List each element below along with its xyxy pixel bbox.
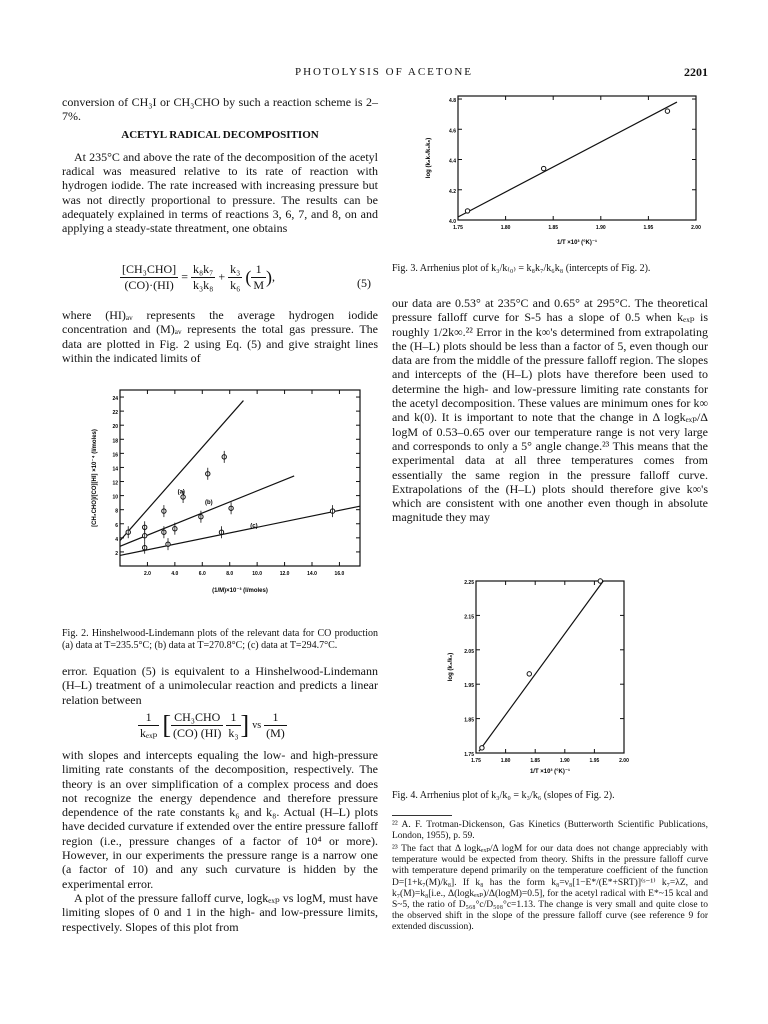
plot-frame <box>476 581 624 753</box>
eqA-den: (CO) (HI) <box>173 726 222 740</box>
data-point <box>465 209 469 213</box>
series-label: (c) <box>250 523 258 530</box>
series-label: (b) <box>205 500 213 507</box>
y-tick-label: 4.0 <box>449 219 456 225</box>
data-point <box>665 109 669 113</box>
running-title: PHOTOLYSIS OF ACETONE <box>294 66 473 78</box>
series-label: (a) <box>177 489 185 496</box>
eqA-vs: vs <box>252 720 262 731</box>
x-axis-label: (1/M)×10⁻³ (l/moles) <box>212 588 268 594</box>
y-tick-label: 6 <box>115 522 118 529</box>
equation-5: $\frac{\text{[CH₃CHO]}}{(CO)\cdot(HI)}$ = $\frac{\text{k₈k₇}}{\text{k₃k₈}}$ + $\frac{\text{k₃}}{\text{k₆}}$ ( $\frac{1}{M}$ ), <box>122 262 275 292</box>
eq5-lhs-den: (CO)·(HI) <box>124 278 174 292</box>
footnote-rule <box>392 815 452 816</box>
x-tick-label: 1.90 <box>595 225 606 231</box>
page-number: 2201 <box>684 65 708 79</box>
left-column-top <box>62 95 378 236</box>
y-tick-label: 4 <box>115 536 118 543</box>
eq5-term1-den: k₃k₈ <box>192 278 214 292</box>
plot-frame <box>120 390 360 566</box>
y-tick-label: 4.8 <box>449 98 456 105</box>
left-column-bottom <box>62 748 378 934</box>
running-header <box>0 66 768 82</box>
y-tick-label: 4.6 <box>449 128 456 135</box>
right-column-text <box>392 296 708 525</box>
data-point <box>480 746 484 750</box>
eq5-paren-den: M <box>253 278 264 292</box>
x-tick-label: 1.85 <box>548 225 559 231</box>
eqA-rnum: 1 <box>264 710 287 726</box>
x-tick-label: 8.0 <box>226 571 234 577</box>
footnote-23: ²³ The fact that Δ logkₑₓₚ/Δ logM for our data does not change appreciably with temperature would be expected from theory. Shifts in the pressure falloff curve with temperature depend primarily on the temperature coefficient of the function D=[1+k₇(M)/k₈]. If k₈ has the form k₈=ν₈[1−E*/(E*+SRT)]⁽ˢ⁻¹⁾ k₇=λZ, and k₇(M)=k₈[i.e., Δ(logkₑₓₚ)/Δ(logM)=0.5], for the acetyl radical with E*~15 kcal and S~5, the ratio of D₅₆₈°c/D₅₀₈°c=1.13. The change is very small and quite close to the observed shift in the slope of the pressure falloff curve (see reference 9 for extended discussion). <box>392 844 708 933</box>
right-paragraph-1: our data are 0.53° at 235°C and 0.65° at 295°C. The theoretical pressure falloff curve for S-5 has a slope of 0.5 when kₑₓₚ is roughly 1/2k∞.²² Error in the k∞'s determined from extrapolating the (H–L) plots should be less than a factor of 5, even though our data are from the middle of the pressure falloff region. The slopes and intercepts of the (H–L) plots have therefore been used to determine the high- and low-pressure limiting rate constants for the acetyl decomposition. These values are minimum ones for k∞ and k(0). It is important to note that the change in Δ logkₑₓₚ/Δ logM of 0.53–0.65 over our temperature range is not very large and corresponds to only a 5° angle change.²³ This means that the experimental data at all three temperatures comes from essentially the same region in the pressure falloff curve. Extrapolations of the (H–L) plots should therefore give k∞'s which are consistent with one another even though in absolute magnitude they may <box>392 296 708 525</box>
eqA-kexp: kₑₓₚ <box>140 726 158 740</box>
y-axis-label: [CH₃CHO]/[CO][HI] ×10⁻⁴ (l/moles) <box>92 429 98 527</box>
y-tick-label: 4.4 <box>449 158 456 165</box>
x-tick-label: 14.0 <box>307 571 317 577</box>
footnote-22: ²² A. F. Trotman-Dickenson, Gas Kinetics (Butterworth Scientific Publications, London, 1955), p. 59. <box>392 820 708 842</box>
x-tick-label: 12.0 <box>279 571 290 577</box>
eq5-term1-num: k₈k₇ <box>192 262 214 276</box>
series-line <box>479 581 603 751</box>
x-axis-label: 1/T ×10³ (°K)⁻¹ <box>556 240 598 246</box>
y-tick-label: 10 <box>112 494 118 501</box>
eq5-term2-num: k₃ <box>230 262 241 276</box>
series-line <box>120 401 243 541</box>
x-tick-label: 6.0 <box>198 571 206 577</box>
paragraph-5: A plot of the pressure falloff curve, logkₑₓₚ vs logM, must have limiting slopes of 0 and 1 in the high- and low-pressure limits, respectively. Slopes of this plot from <box>62 890 378 934</box>
left-column-lower <box>62 664 378 707</box>
x-tick-label: 10.0 <box>252 571 263 577</box>
y-tick-label: 14 <box>112 466 118 473</box>
figure-2-caption: Fig. 2. Hinshelwood-Lindemann plots of the relevant data for CO production (a) data at T=235.5°C; (b) data at T=270.8°C; (c) data at T=294.7°C. <box>62 628 378 651</box>
series-line <box>120 506 360 555</box>
y-tick-label: 22 <box>112 410 118 417</box>
figure-2-chart <box>68 384 368 602</box>
y-tick-label: 4.2 <box>449 188 456 195</box>
y-axis-label: log (k₃/k₀) <box>448 652 454 682</box>
eqA-num: CH₃CHO <box>171 710 223 726</box>
x-tick-label: 1.95 <box>643 225 654 231</box>
eqA-one2: 1 <box>226 710 240 726</box>
y-tick-label: 18 <box>112 438 118 445</box>
y-tick-label: 2.15 <box>464 614 474 621</box>
paragraph-4: with slopes and intercepts equaling the low- and high-pressure limiting rate constants of the decomposition, respectively. The theory is an over simplification of a complex process and does not recognize the energy dependence and therefore pressure dependence of the rate constants k₆ and k₈. Actual (H–L) plots have decided curvature if extended over the entire pressure falloff region (i.e., pressure changes of a factor of 10⁴ or more). However, in our experiments the pressure range is a narrow one (a factor of 10) and any such curvature is hidden by the experimental error. <box>62 748 378 891</box>
eq5-term2-den: k₆ <box>230 278 241 292</box>
x-tick-label: 1.95 <box>589 758 600 764</box>
y-tick-label: 24 <box>112 396 118 403</box>
data-point <box>541 166 545 170</box>
eq5-paren-num: 1 <box>251 262 266 278</box>
figure-4-caption: Fig. 4. Arrhenius plot of k₃/k₀ = k₃/k₆ (slopes of Fig. 2). <box>392 790 615 801</box>
y-tick-label: 2 <box>115 550 118 557</box>
series-line <box>458 102 677 217</box>
y-tick-label: 20 <box>112 424 118 431</box>
paragraph-2: where (HI)ₐᵥ represents the average hydrogen iodide concentration and (M)ₐᵥ represents the total gas pressure. The data are plotted in Fig. 2 using Eq. (5) and give straight lines within the indicated limits of <box>62 308 378 365</box>
eqA-rden: (M) <box>266 726 285 740</box>
paragraph-3: error. Equation (5) is equivalent to a Hinshelwood-Lindemann (H–L) treatment of a unimolecular reaction and predicts a linear relation between <box>62 664 378 707</box>
eq5-lhs-num: [CH₃CHO] <box>122 262 177 276</box>
data-point <box>527 672 531 676</box>
y-axis-label: log (k₈k₇/k₆k₈) <box>426 137 432 179</box>
x-tick-label: 2.00 <box>619 758 629 764</box>
y-tick-label: 12 <box>112 480 118 487</box>
equation-5-number: (5) <box>357 276 371 290</box>
x-tick-label: 1.80 <box>500 225 511 231</box>
x-tick-label: 1.75 <box>453 225 463 231</box>
x-tick-label: 16.0 <box>334 571 345 577</box>
data-point <box>598 579 602 583</box>
x-tick-label: 2.0 <box>143 571 151 577</box>
left-column-mid <box>62 308 378 365</box>
x-tick-label: 1.85 <box>530 758 541 764</box>
y-tick-label: 2.05 <box>464 648 474 655</box>
x-tick-label: 1.80 <box>500 758 511 764</box>
plot-frame <box>458 96 696 220</box>
x-tick-label: 1.90 <box>559 758 570 764</box>
x-axis-label: 1/T ×10³ (°K)⁻¹ <box>529 769 571 775</box>
x-tick-label: 4.0 <box>171 571 179 577</box>
figure-4-chart <box>410 575 710 775</box>
figure-3-chart <box>410 90 710 256</box>
figure-3-caption: Fig. 3. Arrhenius plot of k₃/k₍₀₎ = k₈k₇/k₆k₈ (intercepts of Fig. 2). <box>392 263 651 274</box>
y-tick-label: 8 <box>115 508 118 515</box>
equation-linear-relation: $\frac{1}{\text{kₑₓₚ}}$ [ $\frac{\text{CH₃CHO}}{(CO) (HI)}$ $\frac{1}{\text{k₃}}$ ] vs $\frac{1}{(M)}$ <box>140 710 285 740</box>
x-tick-label: 1.75 <box>471 758 481 764</box>
eqA-one: 1 <box>138 710 159 726</box>
x-tick-label: 2.00 <box>691 225 701 231</box>
y-tick-label: 16 <box>112 452 118 459</box>
intro-paragraph: conversion of CH₃I or CH₃CHO by such a reaction scheme is 2–7%. <box>62 95 378 124</box>
y-tick-label: 2.25 <box>464 580 474 586</box>
y-tick-label: 1.95 <box>464 683 474 690</box>
paragraph-1: At 235°C and above the rate of the decomposition of the acetyl radical was measured relative to its rate of reaction with hydrogen iodide. The rate increased with increasing pressure but was not directly proportional to pressure. The results can be adequately explained in terms of reactions 3, 6, 7, and 8, on and applying a steady-state threatment, one obtains <box>62 149 378 236</box>
y-tick-label: 1.85 <box>464 717 474 724</box>
section-heading: ACETYL RADICAL DECOMPOSITION <box>121 128 319 141</box>
y-tick-label: 1.75 <box>464 752 474 758</box>
eqA-k3: k₃ <box>228 726 239 740</box>
